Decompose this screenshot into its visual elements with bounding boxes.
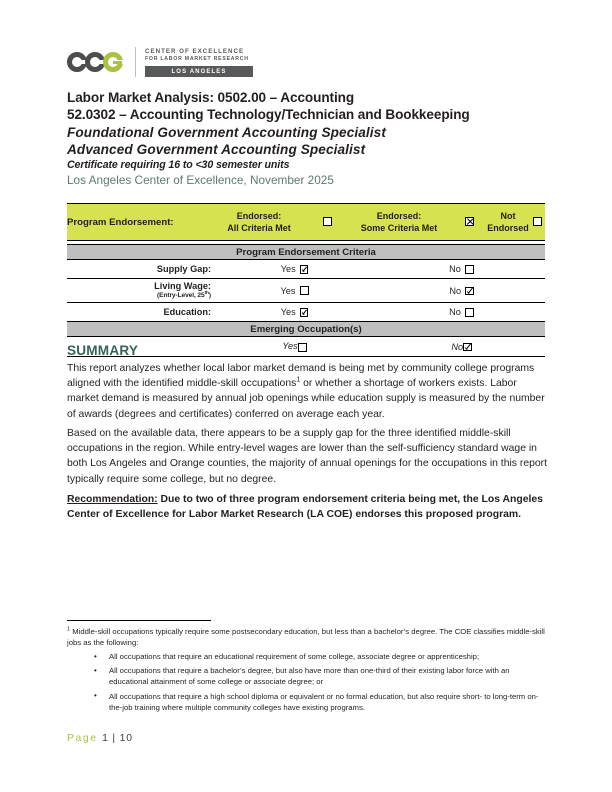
checkbox-unchecked-icon[interactable] (465, 308, 474, 317)
yes-label: Yes (282, 341, 298, 352)
footer-page-word: Page (67, 733, 98, 744)
no-label: No (451, 341, 464, 352)
masthead-logo (67, 44, 253, 80)
summary-paragraph-2: Based on the available data, there appears to be a supply gap for the three identified middle-skill occupations in the region. While entry-level wages are lower than the self-sufficiency standard wage in both Los Angeles and Orange counties, the majority of annual openings for the occupations in this report typically require some college, but no degree. (67, 428, 548, 485)
endorsement-checkbox-all-criteria[interactable] (307, 204, 347, 241)
opt2-line1: Not (500, 210, 516, 221)
emerging-no[interactable] (378, 337, 545, 357)
logo-divider (135, 47, 136, 77)
footnote-separator (67, 620, 211, 621)
title-line-5: Certificate requiring 16 to <30 semester units (67, 159, 290, 171)
criteria-header-label: Program Endorsement Criteria (67, 245, 545, 260)
title-line-4: Advanced Government Accounting Specialist (67, 141, 366, 157)
checkbox-checked-icon[interactable] (300, 308, 309, 317)
endorsement-option-0-label (211, 204, 307, 241)
logo-region-bar: LOS ANGELES (145, 66, 253, 77)
criteria-no-living-wage[interactable] (378, 279, 545, 303)
cce-logo-icon (67, 52, 121, 72)
list-item: • All occupations that require a bachelor’s degree, but also have more than one-third of their existing labor force with an educational attainment of some college or associate degree; or (109, 665, 545, 687)
living-wage-sub-main: (Entry-Level, 25 (157, 292, 205, 300)
list-item: • All occupations that require a high school diploma or equivalent or no formal education, but also require short- to long-term on-the-job training where multiple community colleges have existing programs. (109, 691, 545, 713)
footnote-ref-1: 1 (296, 376, 301, 384)
emerging-header-row (67, 322, 545, 337)
criteria-header-row (67, 245, 545, 260)
recommendation-paragraph (67, 492, 547, 522)
summary-para1-part-b: or whether a shortage of workers exists. Labor market demand is measured by annual job openings while education supply is measured by the number of awards (degrees and certificates) conferred on average each year. (67, 378, 545, 420)
page-footer (67, 733, 133, 744)
no-label: No (449, 307, 461, 318)
criteria-yes-living-wage[interactable] (208, 279, 378, 303)
yes-label: Yes (280, 264, 296, 275)
criteria-name-supply-gap: Supply Gap: (67, 260, 211, 279)
checkbox-unchecked-icon[interactable] (533, 217, 542, 226)
criteria-yes-supply-gap[interactable] (211, 260, 378, 279)
opt1-line1: Endorsed: (376, 210, 422, 221)
living-wage-sub-sup: th (204, 291, 209, 297)
criteria-name-education: Education: (67, 303, 211, 322)
recommendation-label: Recommendation: (67, 494, 158, 505)
no-label: No (449, 285, 462, 296)
summary-paragraph-1 (67, 361, 547, 422)
logo-wordmark (145, 47, 253, 77)
logo-line-2: FOR LABOR MARKET RESEARCH (145, 56, 249, 63)
checkbox-checked-icon[interactable] (465, 287, 474, 296)
logo-letter-c2 (85, 52, 105, 72)
endorsement-option-2-label (487, 204, 529, 241)
checkbox-unchecked-icon[interactable] (300, 286, 309, 295)
checkbox-unchecked-icon[interactable] (298, 343, 307, 352)
opt0-line2: All Criteria Met (227, 223, 291, 233)
yes-label: Yes (280, 285, 296, 296)
endorsement-checkbox-some-criteria[interactable] (451, 204, 487, 241)
footnote-marker: 1 (67, 626, 71, 633)
summary-para1-part-a: This report analyzes whether local labor market demand is being met by community college programs aligned with the identified middle-skill occupations (67, 363, 535, 390)
criteria-no-education[interactable] (378, 303, 545, 322)
living-wage-label: Living Wage: (154, 281, 211, 292)
opt0-line1: Endorsed: (236, 210, 282, 221)
checkbox-x-checked-icon[interactable] (465, 217, 474, 226)
logo-letter-c1 (67, 52, 87, 72)
footnote-block (67, 626, 545, 716)
checkbox-checked-icon[interactable] (463, 343, 472, 352)
opt1-line2: Some Criteria Met (360, 223, 438, 233)
footnote-intro (67, 626, 545, 648)
endorsement-row (67, 204, 545, 241)
table-row (67, 303, 545, 322)
footnote-intro-text: Middle-skill occupations typically require some postsecondary education, but less than a bachelor’s degree. The COE classifies middle-skill jobs as the following: (67, 627, 545, 648)
footnote-bullet-list (67, 651, 545, 713)
endorsement-option-1-label (347, 204, 451, 241)
criteria-no-supply-gap[interactable] (378, 260, 545, 279)
footer-page-numbers: 1 | 10 (102, 733, 133, 744)
criteria-name-living-wage (67, 279, 211, 303)
logo-letter-e (103, 52, 123, 72)
program-endorsement-table (67, 203, 545, 241)
living-wage-sublabel (67, 291, 211, 299)
criteria-yes-education[interactable] (211, 303, 378, 322)
title-source-line: Los Angeles Center of Excellence, November 2025 (67, 173, 334, 188)
page-title: SUMMARY (67, 343, 139, 358)
emerging-header-label: Emerging Occupation(s) (67, 322, 545, 337)
title-line-1: Labor Market Analysis: 0502.00 – Accounting (67, 90, 355, 105)
title-line-2: 52.0302 – Accounting Technology/Technician and Bookkeeping (67, 107, 470, 123)
table-row (67, 279, 545, 303)
logo-line-1: CENTER OF EXCELLENCE (145, 47, 245, 55)
table-row (67, 260, 545, 279)
criteria-table (67, 244, 545, 357)
endorsement-checkbox-not-endorsed[interactable] (529, 204, 545, 241)
title-line-3: Foundational Government Accounting Specialist (67, 124, 386, 140)
emerging-values-row (67, 337, 545, 357)
checkbox-checked-icon[interactable] (300, 265, 309, 274)
no-label: No (449, 264, 461, 275)
checkbox-unchecked-icon[interactable] (465, 265, 474, 274)
list-item: • All occupations that require an educational requirement of some college, associate degree or apprenticeship; (109, 651, 545, 662)
opt2-line2: Endorsed (487, 223, 529, 233)
emerging-yes[interactable] (211, 337, 378, 357)
living-wage-sub-tail: ) (208, 292, 211, 300)
checkbox-unchecked-icon[interactable] (323, 217, 332, 226)
recommendation-text: Due to two of three program endorsement criteria being met, the Los Angeles Center of Excellence for Labor Market Research (LA COE) endorses this proposed program. (67, 494, 543, 521)
endorsement-label: Program Endorsement: (67, 204, 211, 241)
document-title-block (67, 89, 547, 189)
yes-label: Yes (280, 307, 296, 318)
